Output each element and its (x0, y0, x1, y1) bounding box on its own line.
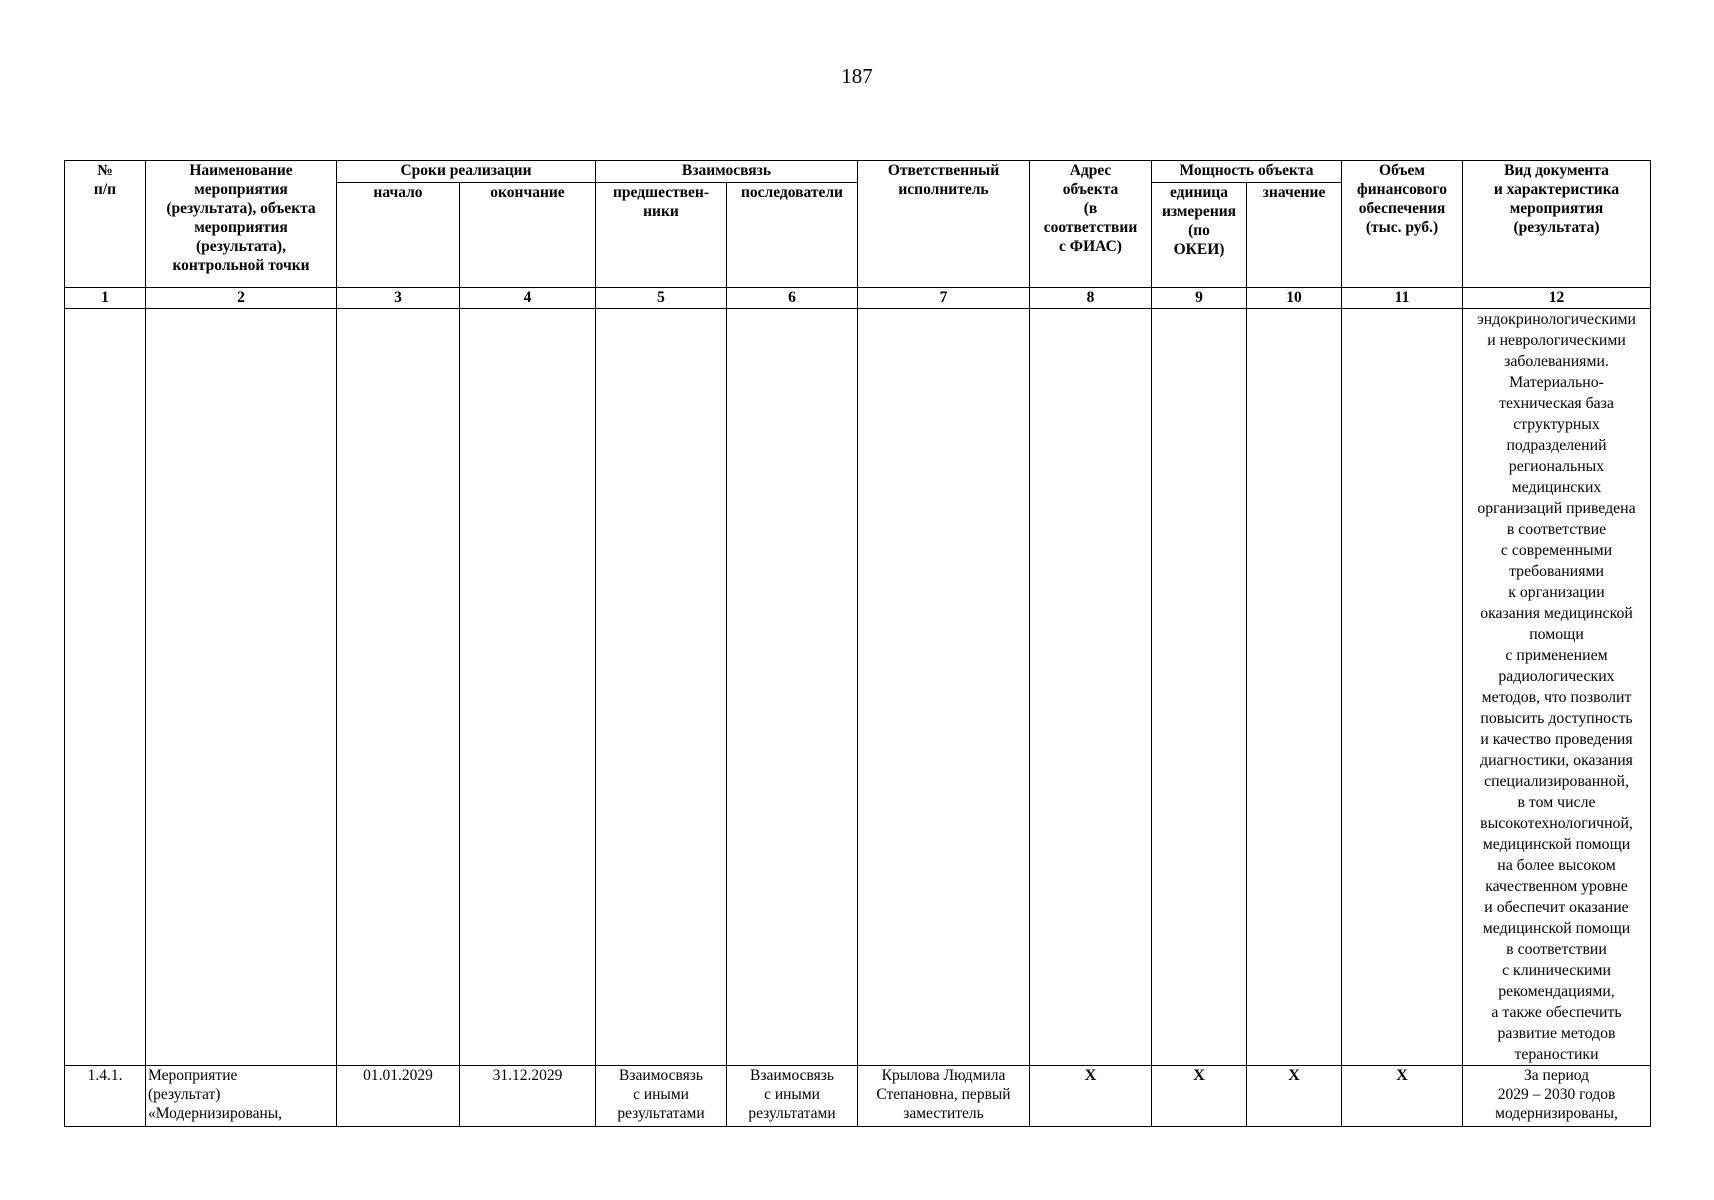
header-start: начало (337, 183, 460, 288)
column-number: 5 (596, 288, 727, 309)
column-number: 2 (146, 288, 337, 309)
column-number-row (65, 288, 1651, 309)
header-num: № п/п (65, 161, 146, 288)
table-row-continued (65, 309, 1651, 1066)
page-number: 187 (841, 64, 873, 88)
empty-cell (1342, 309, 1463, 1066)
header-terms: Сроки реализации (337, 161, 596, 183)
empty-cell (1247, 309, 1342, 1066)
header-name: Наименование мероприятия (результата), объекта мероприятия (результата), контрольной точки (146, 161, 337, 288)
value-cell: Х (1247, 1066, 1342, 1127)
column-number: 1 (65, 288, 146, 309)
predecessors-cell: Взаимосвязь с иными результатами (596, 1066, 727, 1127)
event-name: Мероприятие (результат) «Модернизированы, (146, 1066, 337, 1127)
result-description-continued: эндокринологическими и неврологическими заболеваниями. Материально- техническая база структурных подразделений региональных медицинских организаций приведена в соответствие с современными требованиями к организации оказания медицинской помощи с применением радиологических методов, что позволит повысить доступность и качество проведения диагностики, оказания специализированной, в том числе высокотехнологичной, медицинской помощи на более высоком качественном уровне и обеспечит оказание медицинской помощи в соответствии с клиническими рекомендациями, а также обеспечить развитие методов тераностики (1463, 309, 1651, 1066)
address-cell: Х (1030, 1066, 1152, 1127)
empty-cell (727, 309, 858, 1066)
empty-cell (460, 309, 596, 1066)
empty-cell (146, 309, 337, 1066)
successors-cell: Взаимосвязь с иными результатами (727, 1066, 858, 1127)
header-executor: Ответственный исполнитель (858, 161, 1030, 288)
column-number: 3 (337, 288, 460, 309)
column-number: 7 (858, 288, 1030, 309)
unit-cell: Х (1152, 1066, 1247, 1127)
empty-cell (596, 309, 727, 1066)
column-number: 11 (1342, 288, 1463, 309)
plan-table (64, 160, 1651, 1127)
row-number: 1.4.1. (65, 1066, 146, 1127)
column-number: 4 (460, 288, 596, 309)
header-successors: последователи (727, 183, 858, 288)
header-link: Взаимосвязь (596, 161, 858, 183)
empty-cell (1152, 309, 1247, 1066)
doc-type-cell: За период 2029 – 2030 годов модернизированы, (1463, 1066, 1651, 1127)
end-date: 31.12.2029 (460, 1066, 596, 1127)
header-doc-type: Вид документа и характеристика мероприятия (результата) (1463, 161, 1651, 288)
empty-cell (65, 309, 146, 1066)
header-end: окончание (460, 183, 596, 288)
column-number: 8 (1030, 288, 1152, 309)
header-address: Адрес объекта (в соответствии с ФИАС) (1030, 161, 1152, 288)
header-unit: единица измерения (по ОКЕИ) (1152, 183, 1247, 288)
column-number: 10 (1247, 288, 1342, 309)
header-row-top (65, 161, 1651, 183)
header-capacity: Мощность объекта (1152, 161, 1342, 183)
start-date: 01.01.2029 (337, 1066, 460, 1127)
header-predecessors: предшествен- ники (596, 183, 727, 288)
column-number: 12 (1463, 288, 1651, 309)
empty-cell (337, 309, 460, 1066)
executor-cell: Крылова Людмила Степановна, первый заместитель (858, 1066, 1030, 1127)
empty-cell (1030, 309, 1152, 1066)
funding-cell: Х (1342, 1066, 1463, 1127)
header-funding: Объем финансового обеспечения (тыс. руб.) (1342, 161, 1463, 288)
header-value: значение (1247, 183, 1342, 288)
column-number: 6 (727, 288, 858, 309)
table-row-1-4-1 (65, 1066, 1651, 1127)
column-number: 9 (1152, 288, 1247, 309)
empty-cell (858, 309, 1030, 1066)
